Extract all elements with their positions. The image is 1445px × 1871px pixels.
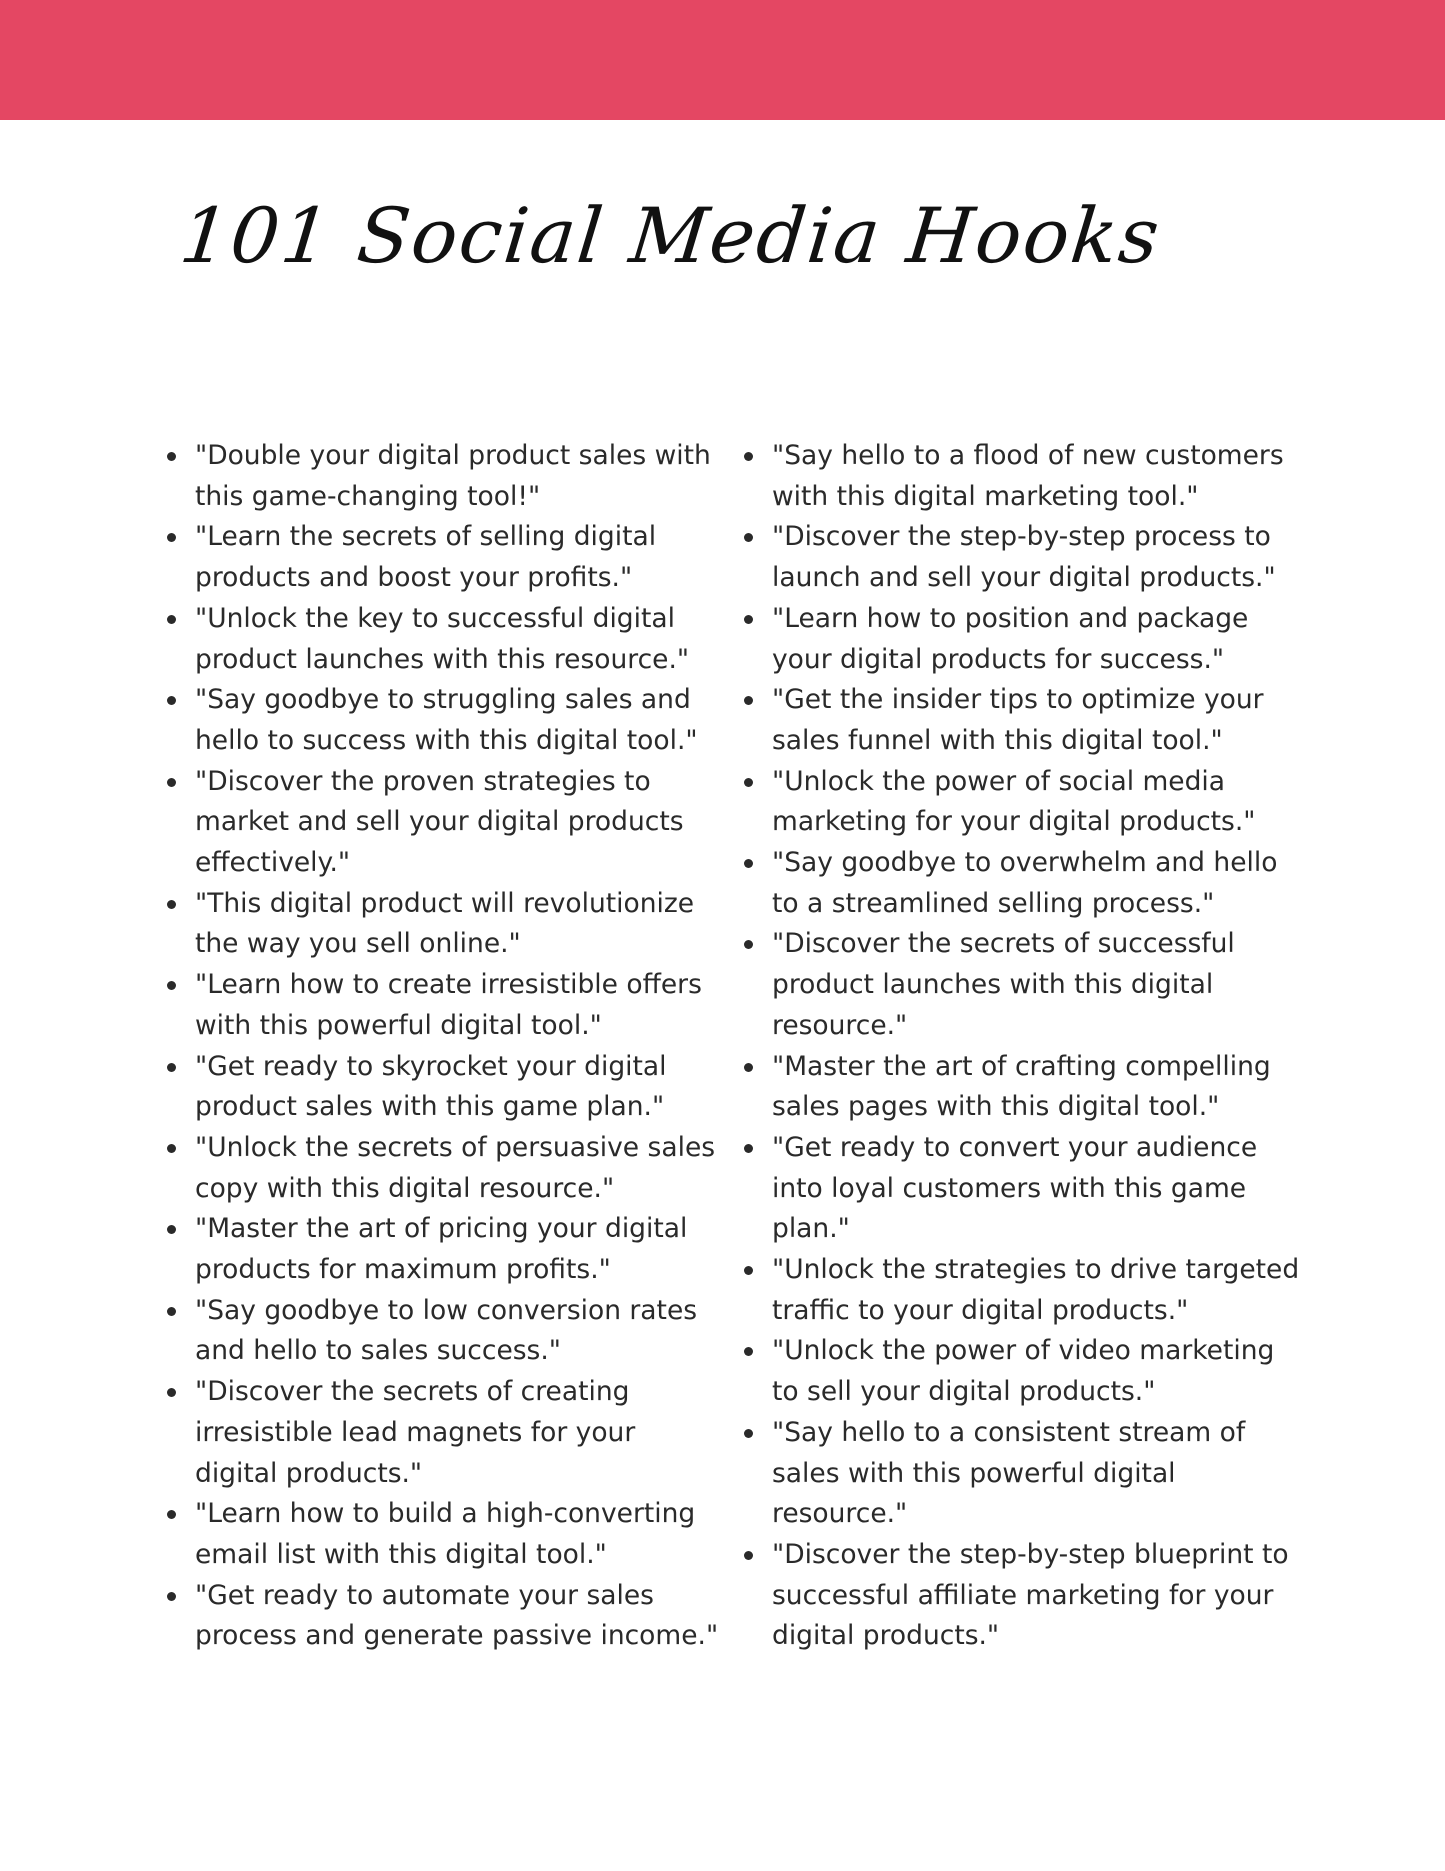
hook-list-item bbox=[737, 599, 1307, 680]
hook-text: "Unlock the power of social media marketing for your digital products." bbox=[772, 765, 1256, 838]
bullet-icon bbox=[744, 940, 753, 949]
hook-text: "Master the art of pricing your digital products for maximum profits." bbox=[195, 1213, 688, 1286]
hook-list-item bbox=[160, 884, 720, 965]
hook-list-item bbox=[737, 1535, 1307, 1657]
hook-text: "This digital product will revolutionize the way you sell online." bbox=[195, 887, 695, 960]
hook-list-item bbox=[160, 1209, 720, 1290]
bullet-icon bbox=[744, 859, 753, 868]
hook-list-item bbox=[737, 762, 1307, 843]
hook-list-item bbox=[160, 680, 720, 761]
hook-list-item bbox=[737, 1250, 1307, 1331]
bullet-icon bbox=[167, 778, 176, 787]
bullet-icon bbox=[167, 981, 176, 990]
hook-text: "Learn how to position and package your digital products for success." bbox=[772, 602, 1249, 675]
bullet-icon bbox=[744, 615, 753, 624]
hook-list-item bbox=[160, 762, 720, 884]
hook-list-item bbox=[160, 1291, 720, 1372]
hook-list-item bbox=[737, 1331, 1307, 1412]
hook-text: "Learn the secrets of selling digital products and boost your profits." bbox=[195, 521, 657, 594]
hook-text: "Say goodbye to overwhelm and hello to a streamlined selling process." bbox=[772, 847, 1278, 919]
bullet-icon bbox=[744, 533, 753, 542]
hook-list-item bbox=[160, 965, 720, 1046]
bullet-icon bbox=[167, 1592, 176, 1601]
bullet-icon bbox=[744, 1144, 753, 1153]
hook-list-item bbox=[160, 1128, 720, 1209]
hook-list-item bbox=[160, 1576, 720, 1657]
header-band bbox=[0, 0, 1445, 120]
bullet-icon bbox=[167, 900, 176, 909]
hook-text: "Unlock the secrets of persuasive sales copy with this digital resource." bbox=[195, 1131, 716, 1204]
hook-list-item bbox=[737, 436, 1307, 517]
bullet-icon bbox=[744, 778, 753, 787]
hooks-list-left bbox=[160, 436, 720, 1657]
hook-text: "Discover the step-by-step process to launch and sell your digital products." bbox=[772, 521, 1276, 594]
hook-list-item bbox=[160, 1372, 720, 1494]
hook-list-item bbox=[160, 517, 720, 598]
hook-text: "Say hello to a consistent stream of sales with this powerful digital resource." bbox=[772, 1416, 1246, 1530]
hook-text: "Discover the proven strategies to market and sell your digital products effectively." bbox=[195, 765, 684, 879]
hook-text: "Get ready to convert your audience into loyal customers with this game plan." bbox=[772, 1131, 1258, 1245]
hook-text: "Discover the step-by-step blueprint to successful affiliate marketing for your digital products." bbox=[772, 1538, 1289, 1652]
bullet-icon bbox=[167, 1063, 176, 1072]
hook-list-item bbox=[160, 599, 720, 680]
bullet-icon bbox=[167, 1388, 176, 1397]
hook-list-item bbox=[737, 1128, 1307, 1250]
bullet-icon bbox=[744, 452, 753, 461]
hook-text: "Unlock the power of video marketing to sell your digital products." bbox=[772, 1335, 1275, 1408]
bullet-icon bbox=[167, 533, 176, 542]
bullet-icon bbox=[167, 452, 176, 461]
bullet-icon bbox=[167, 615, 176, 624]
hook-text: "Discover the secrets of creating irresistible lead magnets for your digital products." bbox=[195, 1376, 636, 1489]
bullet-icon bbox=[167, 1225, 176, 1234]
hook-text: "Double your digital product sales with this game-changing tool!" bbox=[195, 440, 711, 512]
bullet-icon bbox=[744, 1429, 753, 1438]
hook-text: "Discover the secrets of successful product launches with this digital resource." bbox=[772, 928, 1235, 1041]
hook-list-item bbox=[160, 1494, 720, 1575]
hook-list-item bbox=[737, 1413, 1307, 1535]
hook-text: "Unlock the strategies to drive targeted traffic to your digital products." bbox=[772, 1254, 1300, 1326]
hook-list-item bbox=[160, 436, 720, 517]
page-title: 101 Social Media Hooks bbox=[176, 190, 1166, 280]
hook-text: "Say goodbye to struggling sales and hello to success with this digital tool." bbox=[195, 684, 698, 756]
hook-list-item bbox=[737, 517, 1307, 598]
hook-text: "Get the insider tips to optimize your sales funnel with this digital tool." bbox=[772, 684, 1264, 756]
bullet-icon bbox=[744, 1063, 753, 1072]
hook-text: "Say goodbye to low conversion rates and hello to sales success." bbox=[195, 1294, 698, 1367]
hook-list-item bbox=[737, 843, 1307, 924]
bullet-icon bbox=[744, 1266, 753, 1275]
bullet-icon bbox=[744, 696, 753, 705]
hook-list-item bbox=[737, 680, 1307, 761]
hook-list-item bbox=[737, 1047, 1307, 1128]
hook-text: "Learn how to build a high-converting email list with this digital tool." bbox=[195, 1498, 696, 1570]
bullet-icon bbox=[744, 1551, 753, 1560]
hook-text: "Say hello to a flood of new customers with this digital marketing tool." bbox=[772, 440, 1284, 512]
hooks-list-right bbox=[737, 436, 1307, 1657]
bullet-icon bbox=[744, 1347, 753, 1356]
hook-text: "Learn how to create irresistible offers with this powerful digital tool." bbox=[195, 969, 702, 1041]
bullet-icon bbox=[167, 1307, 176, 1316]
hook-text: "Unlock the key to successful digital product launches with this resource." bbox=[195, 602, 690, 675]
bullet-icon bbox=[167, 696, 176, 705]
hook-text: "Master the art of crafting compelling sales pages with this digital tool." bbox=[772, 1050, 1271, 1123]
hook-list-item bbox=[160, 1047, 720, 1128]
hook-text: "Get ready to skyrocket your digital product sales with this game plan." bbox=[195, 1050, 667, 1123]
hook-list-item bbox=[737, 924, 1307, 1046]
bullet-icon bbox=[167, 1510, 176, 1519]
hook-text: "Get ready to automate your sales process and generate passive income." bbox=[195, 1579, 719, 1652]
bullet-icon bbox=[167, 1144, 176, 1153]
